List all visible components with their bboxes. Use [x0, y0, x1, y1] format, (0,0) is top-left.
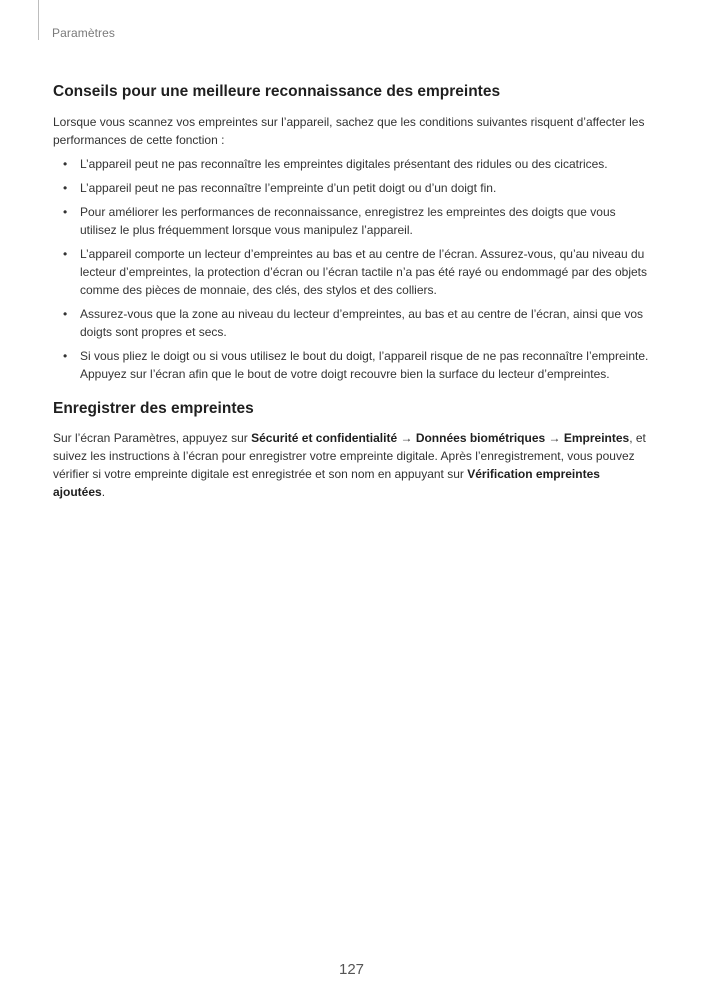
bullet-icon: •	[63, 349, 68, 363]
bullet-icon: •	[63, 205, 68, 219]
list-item	[53, 305, 653, 341]
list-item-text: L’appareil peut ne pas reconnaître les empreintes digitales présentant des ridules ou des cicatrices.	[80, 157, 608, 171]
bullet-icon: •	[63, 247, 68, 261]
header-divider	[38, 0, 39, 40]
tips-list	[53, 155, 653, 383]
list-item	[53, 245, 653, 299]
list-item	[53, 347, 653, 383]
register-section	[53, 399, 653, 501]
arrow-icon: →	[397, 431, 416, 445]
register-heading: Enregistrer des empreintes	[53, 400, 254, 417]
menu-path-security: Sécurité et confidentialité	[251, 431, 398, 445]
tips-heading: Conseils pour une meilleure reconnaissance des empreintes	[53, 83, 501, 100]
running-header: Paramètres	[52, 26, 116, 40]
list-item	[53, 179, 653, 197]
arrow-icon: →	[545, 431, 564, 445]
bullet-icon: •	[63, 307, 68, 321]
list-item-text: L’appareil peut ne pas reconnaître l’empreinte d’un petit doigt ou d’un doigt fin.	[80, 181, 497, 195]
list-item-text: Pour améliorer les performances de reconnaissance, enregistrez les empreintes des doigts que vous utilisez le plus fréquemment lorsque vous manipulez l’appareil.	[80, 205, 616, 237]
register-instructions	[53, 429, 653, 501]
list-item	[53, 203, 653, 239]
list-item-text: L’appareil comporte un lecteur d’empreintes au bas et au centre de l’écran. Assurez-vous, qu’au niveau du lecteur d’empreintes, la protection d’écran ou l’écran tactile n’a pas été rayé ou endommagé par des objets comme des pièces de monnaie, des clés, des stylos et des colliers.	[80, 247, 647, 297]
bullet-icon: •	[63, 181, 68, 195]
instruction-text: .	[101, 485, 106, 499]
instruction-text: Sur l’écran Paramètres, appuyez sur	[53, 431, 252, 445]
bullet-icon: •	[63, 157, 68, 171]
tips-intro: Lorsque vous scannez vos empreintes sur l’appareil, sachez que les conditions suivantes risquent d’affecter les performances de cette fonction :	[53, 115, 645, 147]
instruction-text: , et suivez les instructions à l’écran pour enregistrer votre empreinte digitale. Après l’enregistrement, vous pouvez vérifier si votre empreinte digitale est enregistrée et son nom en appuyant sur	[53, 431, 646, 481]
list-item	[53, 155, 653, 173]
list-item-text: Si vous pliez le doigt ou si vous utilisez le bout du doigt, l’appareil risque de ne pas reconnaître l’empreinte. Appuyez sur l’écran afin que le bout de votre doigt recouvre bien la surface du lecteur d’empreintes.	[80, 349, 649, 381]
menu-path-check-fingerprints: Vérification empreintes ajoutées	[53, 467, 600, 499]
menu-path-biometrics: Données biométriques	[415, 431, 546, 445]
tips-section	[53, 82, 653, 383]
page-number: 127	[338, 961, 365, 978]
menu-path-fingerprints: Empreintes	[563, 431, 630, 445]
page-content	[53, 82, 653, 501]
list-item-text: Assurez-vous que la zone au niveau du lecteur d’empreintes, au bas et au centre de l’écran, ainsi que vos doigts sont propres et secs.	[80, 307, 644, 339]
